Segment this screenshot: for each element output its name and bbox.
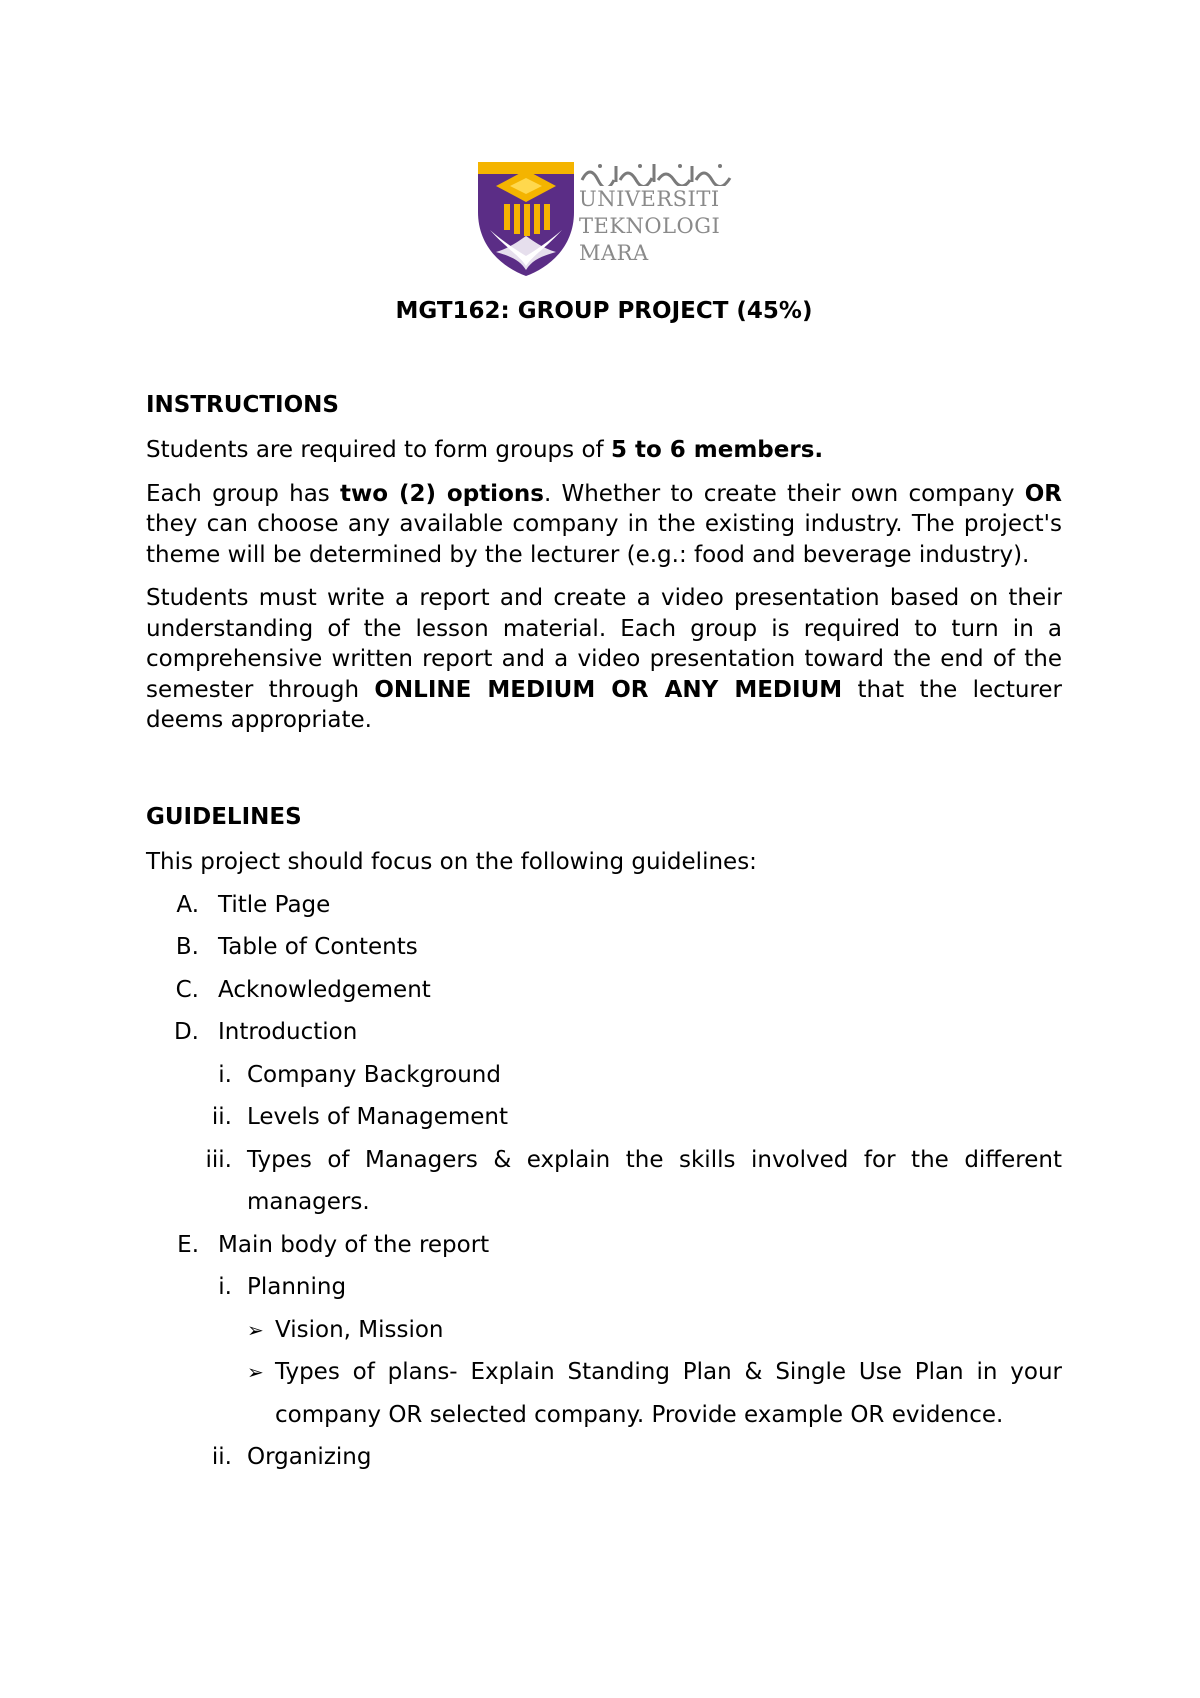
list-item-text: Title Page	[218, 891, 331, 918]
logo-line-1: UNIVERSITI	[579, 187, 720, 211]
instructions-p2-bold-b: OR	[1024, 480, 1062, 507]
guidelines-intro: This project should focus on the following guidelines:	[146, 849, 757, 875]
list-marker: ii.	[211, 1104, 232, 1130]
instructions-heading: INSTRUCTIONS	[146, 391, 339, 418]
instructions-paragraph-2	[146, 479, 1062, 571]
list-marker: D.	[173, 1019, 199, 1045]
list-item-text: Main body of the report	[218, 1231, 490, 1258]
document-body	[146, 296, 1062, 1485]
list-marker: i.	[218, 1061, 232, 1088]
list-item	[146, 932, 1062, 975]
list-item	[146, 1230, 1062, 1273]
instructions-p3-bold: ONLINE MEDIUM OR ANY MEDIUM	[374, 676, 843, 703]
list-item	[146, 1145, 1062, 1230]
list-item	[146, 1060, 1062, 1103]
university-logo	[476, 160, 738, 278]
guidelines-heading: GUIDELINES	[146, 803, 302, 830]
list-marker: ii.	[211, 1444, 232, 1470]
list-marker: C.	[175, 976, 199, 1003]
instructions-p3-text-b: that the lecturer deems appropriate.	[146, 676, 1062, 733]
instructions-p2-text-b: . Whether to create their own company	[543, 480, 1025, 507]
list-item	[146, 1272, 1062, 1315]
list-item	[146, 1442, 1062, 1485]
list-item-text: Types of plans- Explain Standing Plan & Single Use Plan in your company OR selected company. Provide example OR evidence.	[275, 1359, 1062, 1428]
logo-wordmark	[579, 186, 720, 267]
list-item-text: Levels of Management	[247, 1104, 508, 1130]
list-marker: iii.	[205, 1146, 232, 1173]
document-title: MGT162: GROUP PROJECT (45%)	[395, 298, 813, 324]
list-item	[146, 890, 1062, 933]
list-item-text: Table of Contents	[218, 934, 418, 960]
list-item-text: Organizing	[247, 1444, 372, 1470]
list-item-text: Acknowledgement	[218, 976, 431, 1003]
instructions-p2-text-c: they can choose any available company in the existing industry. The project's theme will be determined by the lecturer (e.g.: food and beverage industry).	[146, 511, 1062, 568]
list-item-text: Types of Managers & explain the skills involved for the different managers.	[247, 1146, 1062, 1215]
instructions-p2-text-a: Each group has	[146, 480, 340, 507]
instructions-paragraph-3	[146, 583, 1062, 736]
list-marker: A.	[176, 891, 199, 918]
list-item-text: Introduction	[218, 1019, 358, 1045]
instructions-p3-text-a: Students must write a report and create a video presentation based on their understanding of the lesson material. Each group is required to turn in a comprehensive written report and a video presentation toward the end of the semester through	[146, 585, 1062, 703]
instructions-paragraph-1	[146, 435, 1062, 466]
instructions-p1-bold: 5 to 6 members.	[610, 437, 824, 463]
list-marker: i.	[218, 1274, 232, 1300]
instructions-p1-text: Students are required to form groups of	[146, 437, 611, 463]
list-item-text: Vision, Mission	[275, 1316, 444, 1343]
list-item-text: Company Background	[247, 1061, 501, 1088]
logo-crest-icon	[476, 160, 576, 278]
logo-line-2: TEKNOLOGI	[579, 214, 721, 238]
list-item	[146, 1017, 1062, 1060]
list-marker: E.	[177, 1231, 199, 1258]
list-marker: B.	[175, 934, 199, 960]
logo-line-3: MARA	[579, 241, 649, 265]
logo-jawi-script	[580, 160, 732, 186]
list-item-text: Planning	[247, 1274, 347, 1300]
list-item	[146, 975, 1062, 1018]
arrow-bullet-icon: ➢	[247, 1360, 264, 1384]
arrow-bullet-icon: ➢	[247, 1317, 264, 1342]
list-item	[146, 1357, 1062, 1442]
instructions-p2-bold-a: two (2) options	[340, 480, 544, 507]
